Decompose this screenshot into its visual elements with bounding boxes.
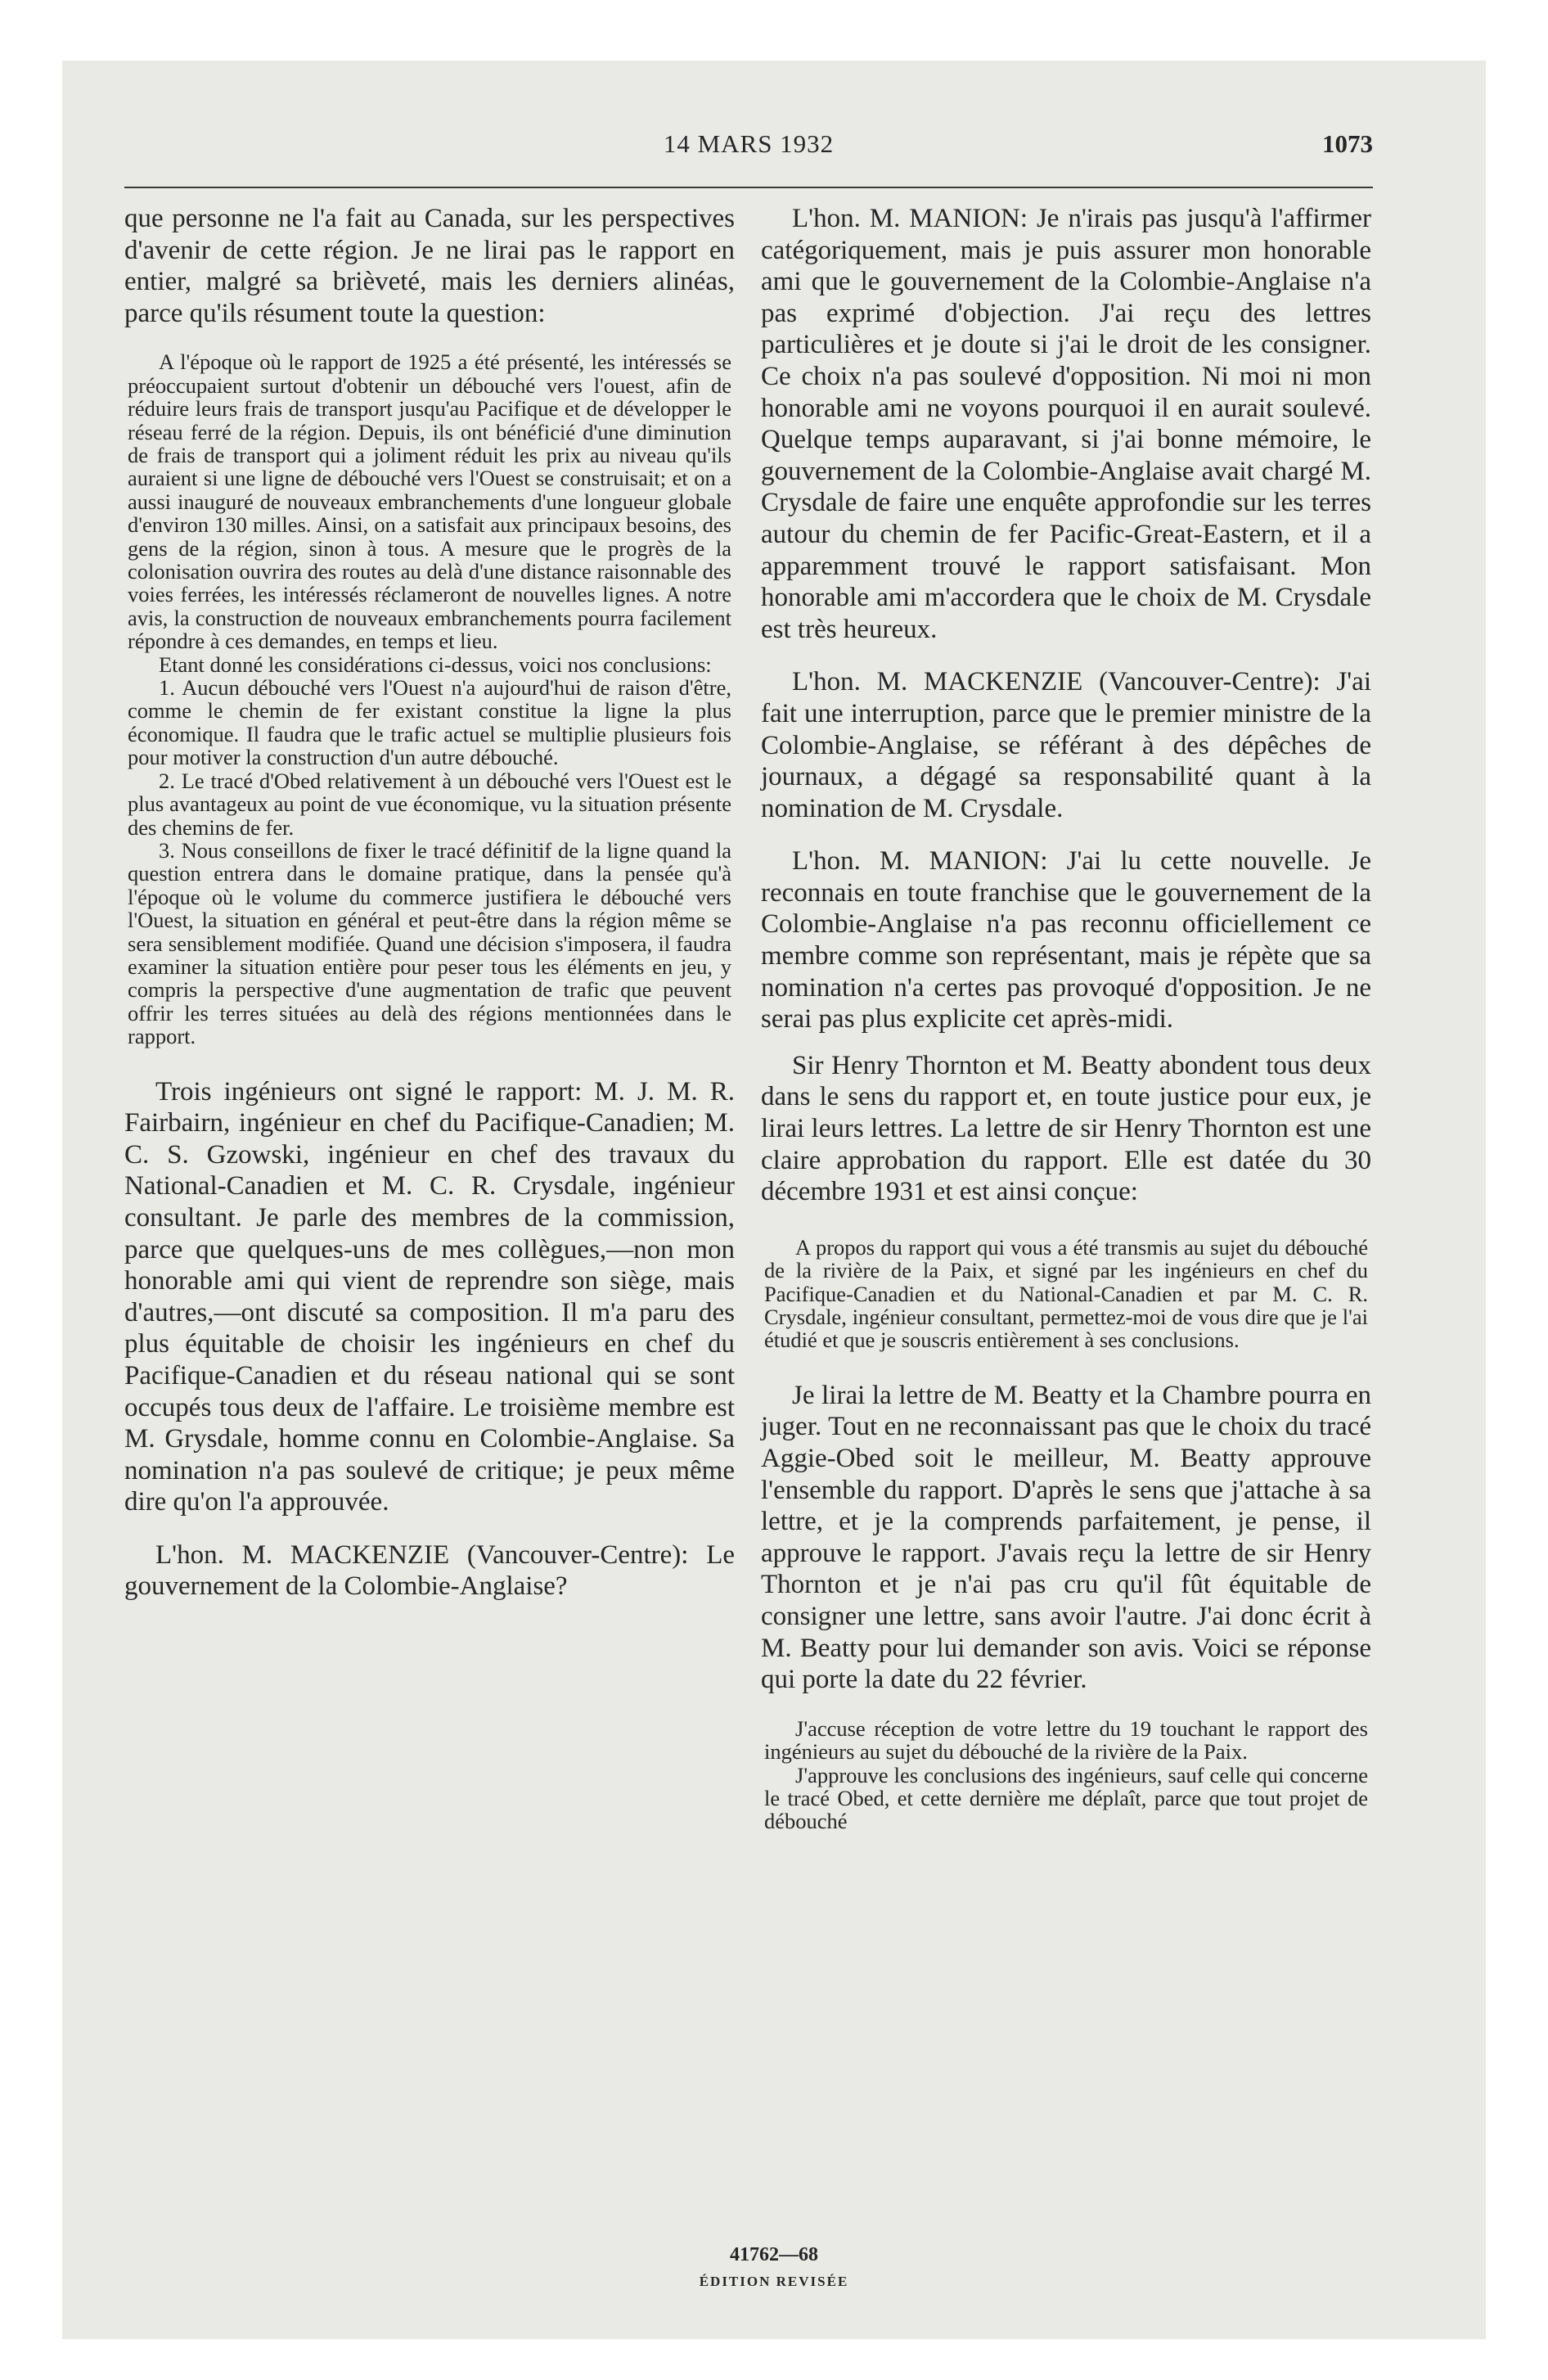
paragraph: que personne ne l'a fait au Canada, sur les perspectives d'avenir de cette région. Je ne lirai pas le rapport en entier, malgré sa brièveté, mais les derniers alinéas, parce qu'ils résument toute la question:	[124, 204, 735, 328]
speaker-paragraph: L'hon. M. MACKENZIE (Vancouver-Centre): J'ai fait une interruption, parce que le premier ministre de la Colombie-Anglaise, se référant à des dépêches de journaux, a dégagé sa responsabilité quant à la nomination de M. Crysdale.	[761, 667, 1371, 823]
paragraph: Je lirai la lettre de M. Beatty et la Chambre pourra en juger. Tout en ne reconnaissant pas que le choix du tracé Aggie-Obed soit le meilleur, M. Beatty approuve l'ensemble du rapport. D'après le sens que j'attache à sa lettre, et je la comprends parfaitement, je pense, il approuve le rapport. J'avais reçu la lettre de sir Henry Thornton et je n'ai pas cru qu'il fût équitable de consigner une lettre, sans avoir l'autre. J'ai donc écrit à M. Beatty pour lui demander son avis. Voici se réponse qui porte la date du 22 février.	[761, 1380, 1371, 1695]
footer-edition: ÉDITION REVISÉE	[699, 2274, 849, 2289]
paragraph: Sir Henry Thornton et M. Beatty abondent tous deux dans le sens du rapport et, en toute justice pour eux, je lirai leurs lettres. La lettre de sir Henry Thornton est une claire approbation du rapport. Elle est datée du 30 décembre 1931 et est ainsi conçue:	[761, 1050, 1371, 1207]
speaker-paragraph: L'hon. M. MANION: J'ai lu cette nouvelle. Je reconnais en toute franchise que le gouvernement de la Colombie-Anglaise n'a pas reconnu officiellement ce membre comme son représentant, mais je répète que sa nomination n'a certes pas provoqué d'opposition. Je ne serai pas plus explicite cet après-midi.	[761, 846, 1371, 1034]
footer-code: 41762—68	[730, 2244, 818, 2265]
quoted-letter-beatty: J'approuve les conclusions des ingénieurs, sauf celle qui concerne le tracé Obed, et cette dernière me déplaît, parce que tout projet de débouché	[764, 1762, 1368, 1834]
page-header	[124, 124, 1373, 165]
quoted-paragraph: Etant donné les considérations ci-dessus, voici nos conclusions:	[159, 651, 712, 677]
speaker-paragraph: L'hon. M. MACKENZIE (Vancouver-Centre): Le gouvernement de la Colombie-Anglaise?	[124, 1539, 735, 1602]
header-date: 14 MARS 1932	[663, 129, 835, 158]
quoted-conclusion-1: 1. Aucun débouché vers l'Ouest n'a aujourd'hui de raison d'être, comme le chemin de fer existant constitue la ligne la plus économique. Il faudra que le trafic actuel se multiplie plusieurs fois pour motiver la construction d'un autre débouché.	[128, 675, 731, 770]
left-column	[124, 203, 735, 1602]
page-number: 1073	[1322, 129, 1373, 158]
quoted-conclusion-2: 2. Le tracé d'Obed relativement à un débouché vers l'Ouest est le plus avantageux au point de vue économique, vu la situation présente des chemins de fer.	[128, 768, 731, 840]
quoted-letter-beatty: J'accuse réception de votre lettre du 19 touchant le rapport des ingénieurs au sujet du débouché de la rivière de la Paix.	[764, 1715, 1368, 1765]
paragraph: Trois ingénieurs ont signé le rapport: M. J. M. R. Fairbairn, ingénieur en chef du Pacifique-Canadien; M. C. S. Gzowski, ingénieur en chef des travaux du National-Canadien et M. C. R. Crysdale, ingénieur consultant. Je parle des membres de la commission, parce que quelques-uns de mes collègues,—non mon honorable ami qui vient de reprendre son siège, mais d'autres,—ont discuté sa composition. Il m'a paru des plus équitable de choisir les ingénieurs en chef du Pacifique-Canadien et du réseau national qui se sont occupés tous deux de l'affaire. Le troisième membre est M. Grysdale, homme connu en Colombie-Anglaise. Sa nomination n'a pas soulevé de critique; je peux même dire qu'on l'a approuvée.	[124, 1076, 735, 1517]
right-column	[761, 203, 1371, 1833]
quoted-conclusion-3: 3. Nous conseillons de fixer le tracé définitif de la ligne quand la question entrera dans le domaine pratique, dans la pensée qu'à l'époque où le volume du commerce justifiera le débouché vers l'Ouest, la situation en général et peut-être dans la région même se sera sensiblement modifiée. Quand une décision s'imposera, il faudra examiner la situation entière pour peser tous les éléments en jeu, y compris la perspective d'une augmentation de trafic que peuvent offrir les terres situées au delà des régions mentionnées dans le rapport.	[128, 837, 731, 1049]
quoted-letter-thornton: A propos du rapport qui vous a été transmis au sujet du débouché de la rivière de la Paix, et signé par les ingénieurs en chef du Pacifique-Canadien et du National-Canadien et par M. C. R. Crysdale, ingénieur consultant, permettez-moi de vous dire que je l'ai étudié et que je souscris entièrement à ses conclusions.	[764, 1234, 1368, 1353]
speaker-paragraph: L'hon. M. MANION: Je n'irais pas jusqu'à l'affirmer catégoriquement, mais je puis assurer mon honorable ami que le gouvernement de la Colombie-Anglaise n'a pas exprimé d'objection. J'ai reçu des lettres particulières et je doute si j'ai le droit de les consigner. Ce choix n'a pas soulevé d'opposition. Ni moi ni mon honorable ami ne voyons pourquoi il en aurait soulevé. Quelque temps auparavant, si j'ai bonne mémoire, le gouvernement de la Colombie-Anglaise avait chargé M. Crysdale de faire une enquête approfondie sur les terres autour du chemin de fer Pacific-Great-Eastern, et il a apparemment trouvé le rapport satisfaisant. Mon honorable ami m'accordera que le choix de M. Crysdale est très heureux.	[761, 204, 1371, 644]
quoted-paragraph: A l'époque où le rapport de 1925 a été présenté, les intéressés se préoccupaient surtout d'obtenir un débouché vers l'ouest, afin de réduire leurs frais de transport jusqu'au Pacifique et de développer le réseau ferré de la région. Depuis, ils ont bénéficié d'une diminution de frais de transport qui a joliment réduit les prix au niveau qu'ils auraient si une ligne de débouché vers l'Ouest se construisait; et on a aussi inauguré de nouveaux embranchements d'une longueur globale d'environ 130 milles. Ainsi, on a satisfait aux principaux besoins, des gens de la région, sinon à tous. A mesure que le progrès de la colonisation ouvrira des routes au delà d'une distance raisonnable des voies ferrées, les intéressés réclameront de nouvelles lignes. A notre avis, la construction de nouveaux embranchements pourra facilement répondre à ces demandes, en temps et lieu.	[128, 349, 731, 654]
header-rule	[124, 187, 1373, 188]
